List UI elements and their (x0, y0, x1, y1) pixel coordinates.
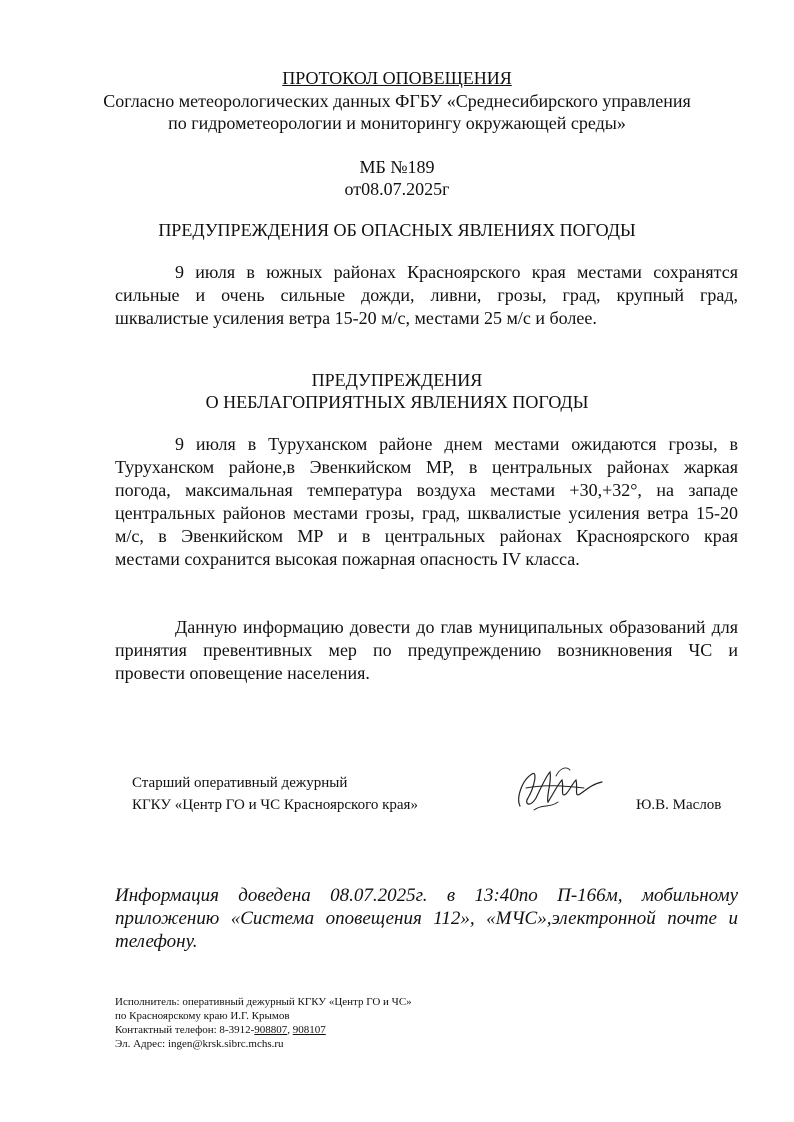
notice-line: приложению «Система оповещения 112», «МЧС»,электронной почте и (115, 908, 738, 929)
phone-number-2[interactable]: 908107 (292, 1024, 326, 1036)
instruction-paragraph (115, 616, 738, 685)
document-number: МБ №189 (359, 157, 435, 177)
paragraph-line: провести оповещение населения. (115, 663, 370, 683)
paragraph-line: 9 июля в южных районах Красноярского края местами сохранятся (175, 262, 738, 282)
notification-notice (115, 884, 738, 953)
handwritten-signature (506, 758, 606, 818)
phone-number-1[interactable]: 908807 (254, 1024, 288, 1036)
phone-label: Контактный телефон: 8-3912- (115, 1024, 255, 1036)
paragraph-line: сильные и очень сильные дожди, ливни, грозы, град, крупный град, (115, 285, 738, 305)
paragraph-line: Данную информацию довести до глав муниципальных образований для (175, 617, 738, 637)
signatory-name: Ю.В. Маслов (636, 797, 722, 813)
phone-separator: , (287, 1024, 293, 1036)
document-title: ПРОТОКОЛ ОПОВЕЩЕНИЯ (282, 68, 512, 88)
document-date: от08.07.2025г (344, 179, 450, 199)
contact-phone-line (115, 1023, 412, 1037)
email-line: Эл. Адрес: ingen@krsk.sibrc.mchs.ru (115, 1038, 284, 1050)
section2-heading-line-2: О НЕБЛАГОПРИЯТНЫХ ЯВЛЕНИЯХ ПОГОДЫ (205, 392, 589, 412)
paragraph-line: шквалистые усиления ветра 15-20 м/с, местами 25 м/с и более. (115, 308, 597, 328)
paragraph-line: принятия превентивных мер по предупреждению возникновения ЧС и (115, 640, 738, 660)
signatory-position (132, 772, 418, 816)
paragraph-line: Туруханском районе,в Эвенкийском МР, в центральных районах жаркая (115, 457, 738, 477)
section1-heading: ПРЕДУПРЕЖДЕНИЯ ОБ ОПАСНЫХ ЯВЛЕНИЯХ ПОГОДЫ (158, 220, 636, 240)
section2-heading-line-1: ПРЕДУПРЕЖДЕНИЯ (311, 370, 483, 390)
paragraph-line: местами сохранится высокая пожарная опасность IV класса. (115, 549, 580, 569)
source-line-1: Согласно метеорологических данных ФГБУ «Среднесибирского управления (103, 91, 691, 111)
section2-paragraph (115, 433, 738, 571)
section1-paragraph (115, 261, 738, 330)
paragraph-line: центральных районов местами грозы, град, шквалистые усиления ветра 15-20 (115, 503, 738, 523)
executor-footer (115, 995, 412, 1051)
notice-line: телефону. (115, 931, 198, 952)
paragraph-line: 9 июля в Туруханском районе днем местами ожидаются грозы, в (175, 434, 738, 454)
position-line-1: Старший оперативный дежурный (132, 775, 348, 791)
position-line-2: КГКУ «Центр ГО и ЧС Красноярского края» (132, 797, 418, 813)
paragraph-line: м/с, в Эвенкийском МР и в центральных районах Красноярского края (115, 526, 738, 546)
source-line-2: по гидрометеорологии и мониторингу окружающей среды» (168, 113, 626, 133)
executor-line-1: Исполнитель: оперативный дежурный КГКУ «Центр ГО и ЧС» (115, 996, 412, 1008)
notice-line: Информация доведена 08.07.2025г. в 13:40по П-166м, мобильному (115, 885, 738, 906)
executor-line-2: по Красноярскому краю И.Г. Крымов (115, 1010, 290, 1022)
paragraph-line: погода, максимальная температура воздуха местами +30,+32°, на западе (115, 480, 738, 500)
